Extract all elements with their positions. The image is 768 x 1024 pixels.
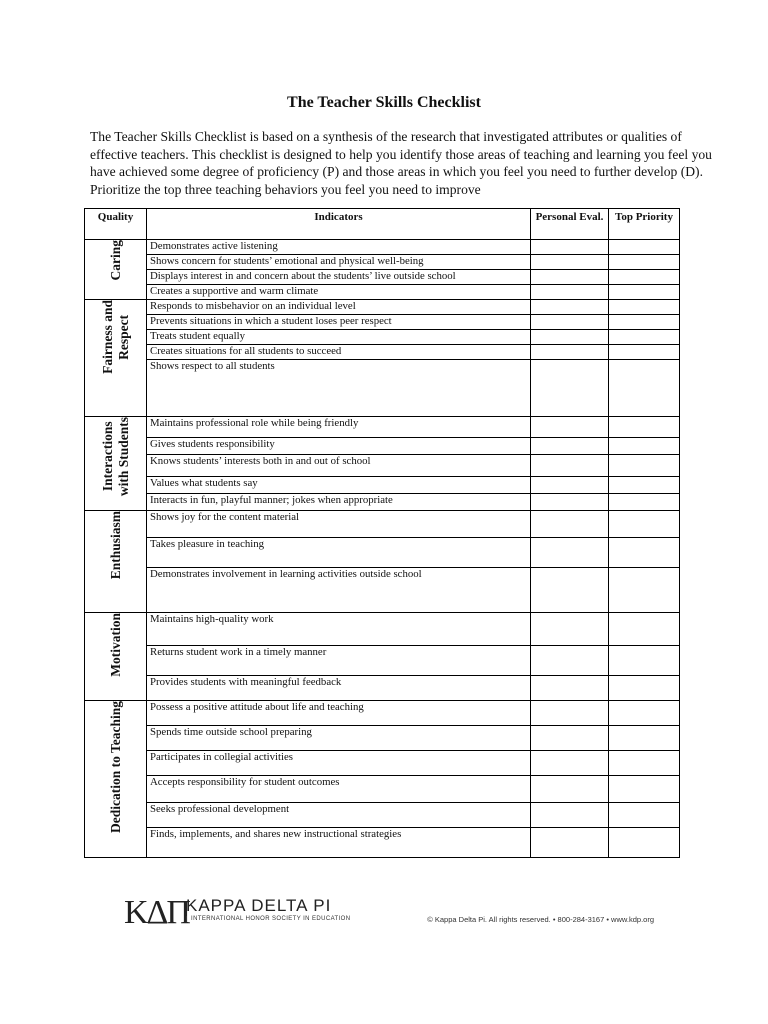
personal-eval-cell[interactable] — [531, 676, 609, 701]
table-row — [85, 803, 680, 828]
personal-eval-cell[interactable] — [531, 270, 609, 285]
header-personal-eval: Personal Eval. — [531, 209, 609, 240]
personal-eval-cell[interactable] — [531, 494, 609, 511]
quality-label: Caring — [107, 240, 123, 281]
indicator-cell: Provides students with meaningful feedback — [147, 676, 531, 701]
quality-cell — [85, 613, 147, 701]
header-quality: Quality — [85, 209, 147, 240]
indicator-cell: Values what students say — [147, 477, 531, 494]
kdp-logo-mark: KΔΠ — [124, 894, 189, 931]
indicator-cell: Takes pleasure in teaching — [147, 538, 531, 568]
personal-eval-cell[interactable] — [531, 803, 609, 828]
top-priority-cell[interactable] — [609, 751, 680, 776]
table-row — [85, 240, 680, 255]
table-row — [85, 285, 680, 300]
indicator-cell: Responds to misbehavior on an individual level — [147, 300, 531, 315]
table-row — [85, 538, 680, 568]
top-priority-cell[interactable] — [609, 438, 680, 455]
top-priority-cell[interactable] — [609, 538, 680, 568]
top-priority-cell[interactable] — [609, 726, 680, 751]
personal-eval-cell[interactable] — [531, 255, 609, 270]
personal-eval-cell[interactable] — [531, 315, 609, 330]
top-priority-cell[interactable] — [609, 701, 680, 726]
indicator-cell: Demonstrates active listening — [147, 240, 531, 255]
personal-eval-cell[interactable] — [531, 701, 609, 726]
quality-label: Motivation — [107, 613, 123, 677]
copyright-line: © Kappa Delta Pi. All rights reserved. • 800-284-3167 • www.kdp.org — [427, 915, 654, 924]
indicator-cell: Accepts responsibility for student outcomes — [147, 776, 531, 803]
top-priority-cell[interactable] — [609, 676, 680, 701]
table-header-row — [85, 209, 680, 240]
table-row — [85, 646, 680, 676]
top-priority-cell[interactable] — [609, 240, 680, 255]
table-row — [85, 255, 680, 270]
personal-eval-cell[interactable] — [531, 300, 609, 315]
table-row — [85, 455, 680, 477]
table-row — [85, 477, 680, 494]
indicator-cell: Returns student work in a timely manner — [147, 646, 531, 676]
top-priority-cell[interactable] — [609, 568, 680, 613]
table-row — [85, 701, 680, 726]
quality-cell — [85, 511, 147, 613]
top-priority-cell[interactable] — [609, 646, 680, 676]
indicator-cell: Gives students responsibility — [147, 438, 531, 455]
indicator-cell: Finds, implements, and shares new instructional strategies — [147, 828, 531, 858]
top-priority-cell[interactable] — [609, 477, 680, 494]
table-row — [85, 613, 680, 646]
top-priority-cell[interactable] — [609, 417, 680, 438]
personal-eval-cell[interactable] — [531, 285, 609, 300]
top-priority-cell[interactable] — [609, 455, 680, 477]
table-row — [85, 360, 680, 417]
org-name: KAPPA DELTA PI — [186, 896, 332, 915]
quality-label: Fairness and Respect — [99, 300, 131, 374]
personal-eval-cell[interactable] — [531, 511, 609, 538]
quality-cell — [85, 300, 147, 417]
personal-eval-cell[interactable] — [531, 568, 609, 613]
table-row — [85, 751, 680, 776]
personal-eval-cell[interactable] — [531, 751, 609, 776]
indicator-cell: Displays interest in and concern about the students’ live outside school — [147, 270, 531, 285]
indicator-cell: Shows respect to all students — [147, 360, 531, 417]
table-row — [85, 330, 680, 345]
quality-label: Enthusiasm — [107, 511, 123, 580]
indicator-cell: Treats student equally — [147, 330, 531, 345]
table-row — [85, 776, 680, 803]
personal-eval-cell[interactable] — [531, 646, 609, 676]
quality-label: Interactions with Students — [99, 417, 131, 497]
table-row — [85, 417, 680, 438]
table-row — [85, 676, 680, 701]
indicator-cell: Creates situations for all students to succeed — [147, 345, 531, 360]
table-body — [85, 240, 680, 858]
indicator-cell: Spends time outside school preparing — [147, 726, 531, 751]
indicator-cell: Possess a positive attitude about life and teaching — [147, 701, 531, 726]
footer — [124, 893, 654, 933]
personal-eval-cell[interactable] — [531, 726, 609, 751]
quality-label: Dedication to Teaching — [107, 701, 123, 834]
indicator-cell: Interacts in fun, playful manner; jokes when appropriate — [147, 494, 531, 511]
indicator-cell: Shows concern for students’ emotional and physical well-being — [147, 255, 531, 270]
org-subtitle: INTERNATIONAL HONOR SOCIETY IN EDUCATION — [186, 916, 350, 922]
top-priority-cell[interactable] — [609, 828, 680, 858]
page-title: The Teacher Skills Checklist — [287, 94, 481, 111]
header-top-priority: Top Priority — [609, 209, 680, 240]
table-row — [85, 828, 680, 858]
table-row — [85, 345, 680, 360]
personal-eval-cell[interactable] — [531, 330, 609, 345]
indicator-cell: Maintains high-quality work — [147, 613, 531, 646]
personal-eval-cell[interactable] — [531, 538, 609, 568]
top-priority-cell[interactable] — [609, 360, 680, 417]
table-row — [85, 438, 680, 455]
top-priority-cell[interactable] — [609, 300, 680, 315]
personal-eval-cell[interactable] — [531, 455, 609, 477]
personal-eval-cell[interactable] — [531, 345, 609, 360]
top-priority-cell[interactable] — [609, 511, 680, 538]
personal-eval-cell[interactable] — [531, 240, 609, 255]
personal-eval-cell[interactable] — [531, 477, 609, 494]
skills-checklist-table — [84, 208, 680, 858]
intro-paragraph: The Teacher Skills Checklist is based on a synthesis of the research that investigated attributes or qualities of effective teachers. This checklist is designed to help you identify those areas of teaching and learning you feel you have achieved some degree of proficiency (P) and those areas in which you feel you need to further develop (D). Prioritize the top three teaching behaviors you feel you need to improve — [90, 129, 712, 197]
top-priority-cell[interactable] — [609, 613, 680, 646]
indicator-cell: Maintains professional role while being friendly — [147, 417, 531, 438]
top-priority-cell[interactable] — [609, 330, 680, 345]
table-row — [85, 511, 680, 538]
quality-cell — [85, 701, 147, 858]
indicator-cell: Prevents situations in which a student loses peer respect — [147, 315, 531, 330]
quality-cell — [85, 417, 147, 511]
table-row — [85, 494, 680, 511]
header-indicators: Indicators — [147, 209, 531, 240]
indicator-cell: Seeks professional development — [147, 803, 531, 828]
top-priority-cell[interactable] — [609, 494, 680, 511]
personal-eval-cell[interactable] — [531, 438, 609, 455]
top-priority-cell[interactable] — [609, 270, 680, 285]
personal-eval-cell[interactable] — [531, 828, 609, 858]
personal-eval-cell[interactable] — [531, 776, 609, 803]
table-row — [85, 315, 680, 330]
top-priority-cell[interactable] — [609, 776, 680, 803]
top-priority-cell[interactable] — [609, 285, 680, 300]
personal-eval-cell[interactable] — [531, 417, 609, 438]
top-priority-cell[interactable] — [609, 315, 680, 330]
table-row — [85, 300, 680, 315]
table-row — [85, 568, 680, 613]
top-priority-cell[interactable] — [609, 345, 680, 360]
top-priority-cell[interactable] — [609, 803, 680, 828]
indicator-cell: Creates a supportive and warm climate — [147, 285, 531, 300]
personal-eval-cell[interactable] — [531, 613, 609, 646]
indicator-cell: Demonstrates involvement in learning activities outside school — [147, 568, 531, 613]
indicator-cell: Knows students’ interests both in and out of school — [147, 455, 531, 477]
table-row — [85, 726, 680, 751]
indicator-cell: Shows joy for the content material — [147, 511, 531, 538]
top-priority-cell[interactable] — [609, 255, 680, 270]
table-row — [85, 270, 680, 285]
personal-eval-cell[interactable] — [531, 360, 609, 417]
indicator-cell: Participates in collegial activities — [147, 751, 531, 776]
quality-cell — [85, 240, 147, 300]
